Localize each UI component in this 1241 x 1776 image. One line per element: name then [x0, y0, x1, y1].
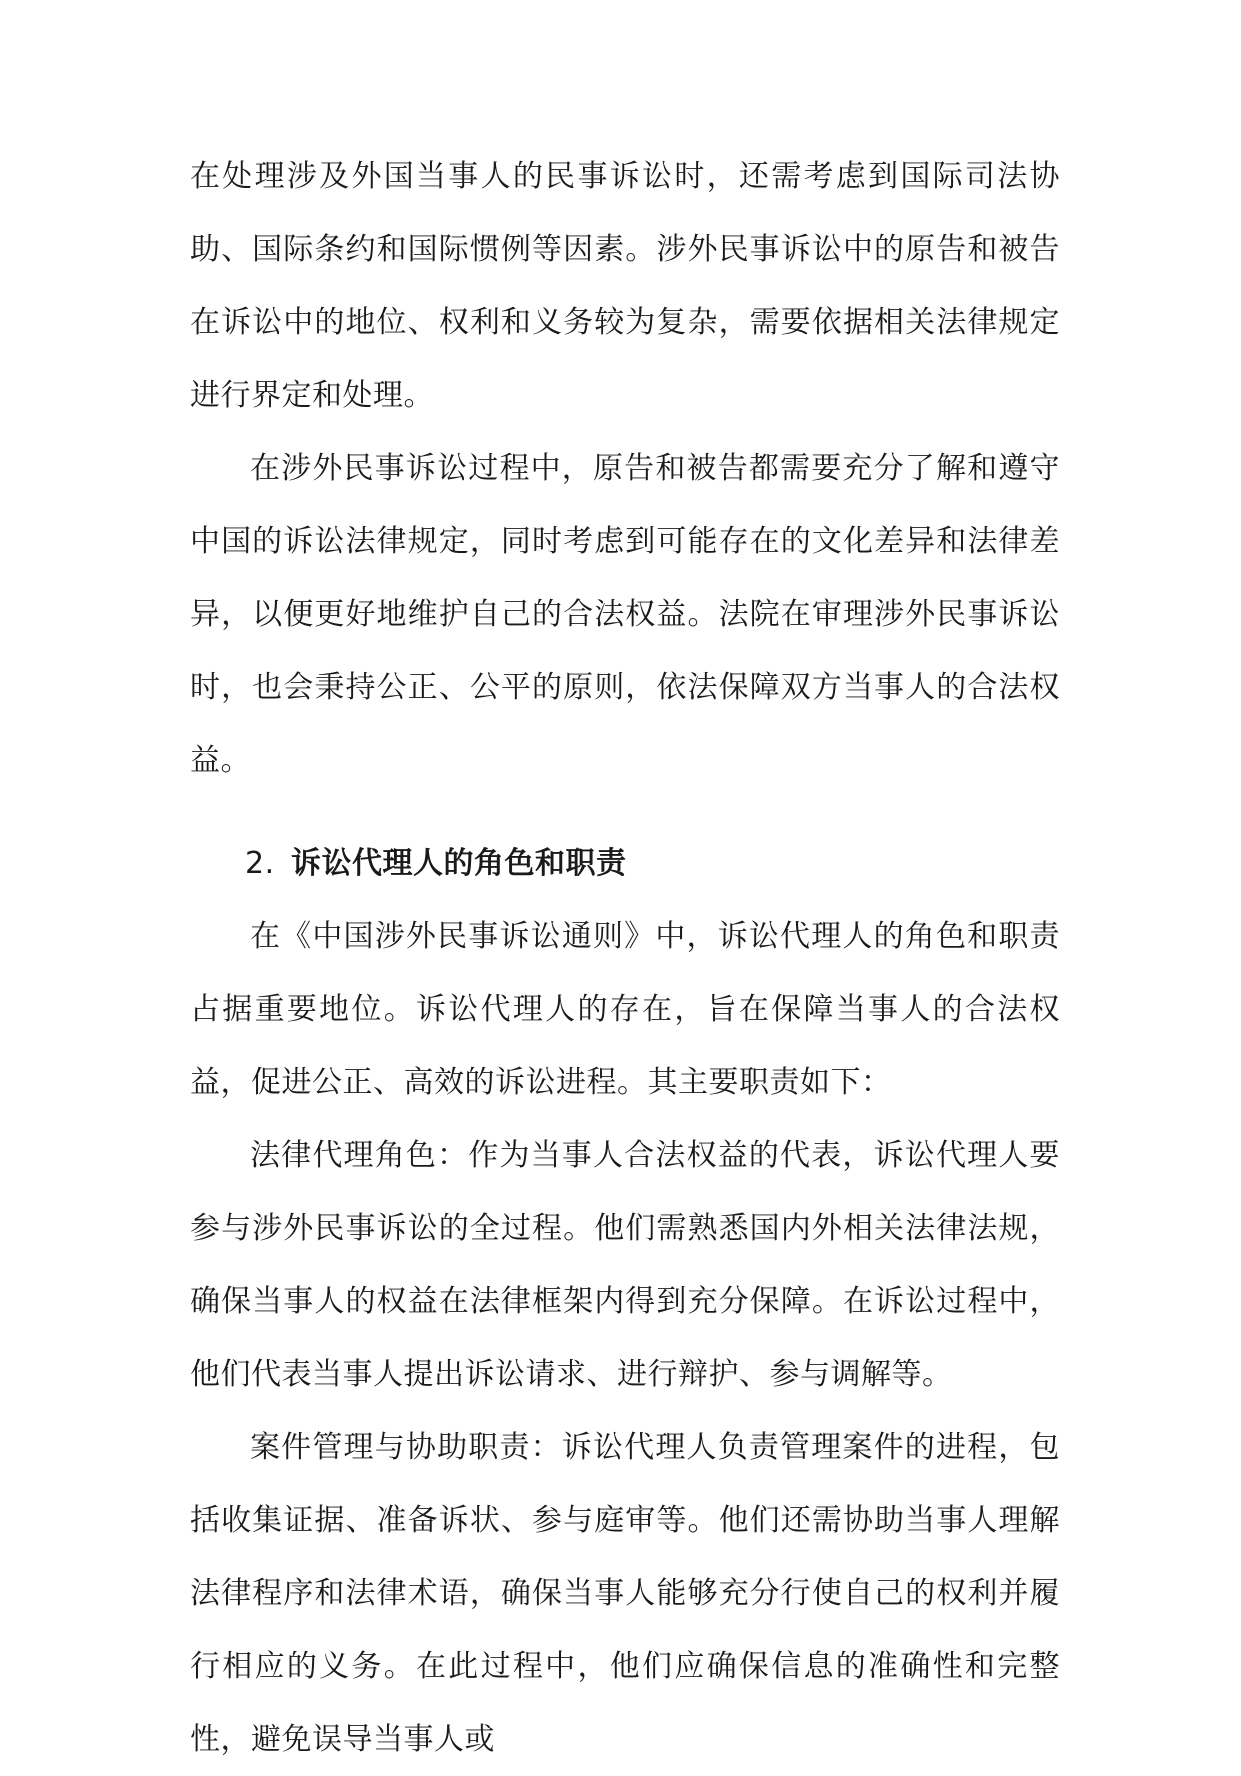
paragraph-agent-role-intro: 在《中国涉外民事诉讼通则》中，诉讼代理人的角色和职责占据重要地位。诉讼代理人的存在，旨在保障当事人的合法权益，促进公正、高效的诉讼进程。其主要职责如下： — [190, 919, 1060, 1100]
section-number: 2. — [245, 846, 275, 881]
document-body — [190, 140, 1060, 1776]
paragraph-litigation-process: 在涉外民事诉讼过程中，原告和被告都需要充分了解和遵守中国的诉讼法律规定，同时考虑到可能存在的文化差异和法律差异，以便更好地维护自己的合法权益。法院在审理涉外民事诉讼时，也会秉持公正、公平的原则，依法保障双方当事人的合法权益。 — [190, 451, 1060, 778]
paragraph-case-management: 案件管理与协助职责：诉讼代理人负责管理案件的进程，包括收集证据、准备诉状、参与庭审等。他们还需协助当事人理解法律程序和法律术语，确保当事人能够充分行使自己的权利并履行相应的义务。在此过程中，他们应确保信息的准确性和完整性，避免误导当事人或 — [190, 1430, 1060, 1757]
paragraph-legal-agency-role: 法律代理角色：作为当事人合法权益的代表，诉讼代理人要参与涉外民事诉讼的全过程。他们需熟悉国内外相关法律法规，确保当事人的权益在法律框架内得到充分保障。在诉讼过程中，他们代表当事人提出诉讼请求、进行辩护、参与调解等。 — [190, 1138, 1060, 1392]
section-title: 诉讼代理人的角色和职责 — [291, 846, 627, 881]
section-heading — [190, 827, 1060, 900]
paragraph-intl-assistance: 在处理涉及外国当事人的民事诉讼时，还需考虑到国际司法协助、国际条约和国际惯例等因素。涉外民事诉讼中的原告和被告在诉讼中的地位、权利和义务较为复杂，需要依据相关法律规定进行界定和处理。 — [190, 159, 1060, 413]
